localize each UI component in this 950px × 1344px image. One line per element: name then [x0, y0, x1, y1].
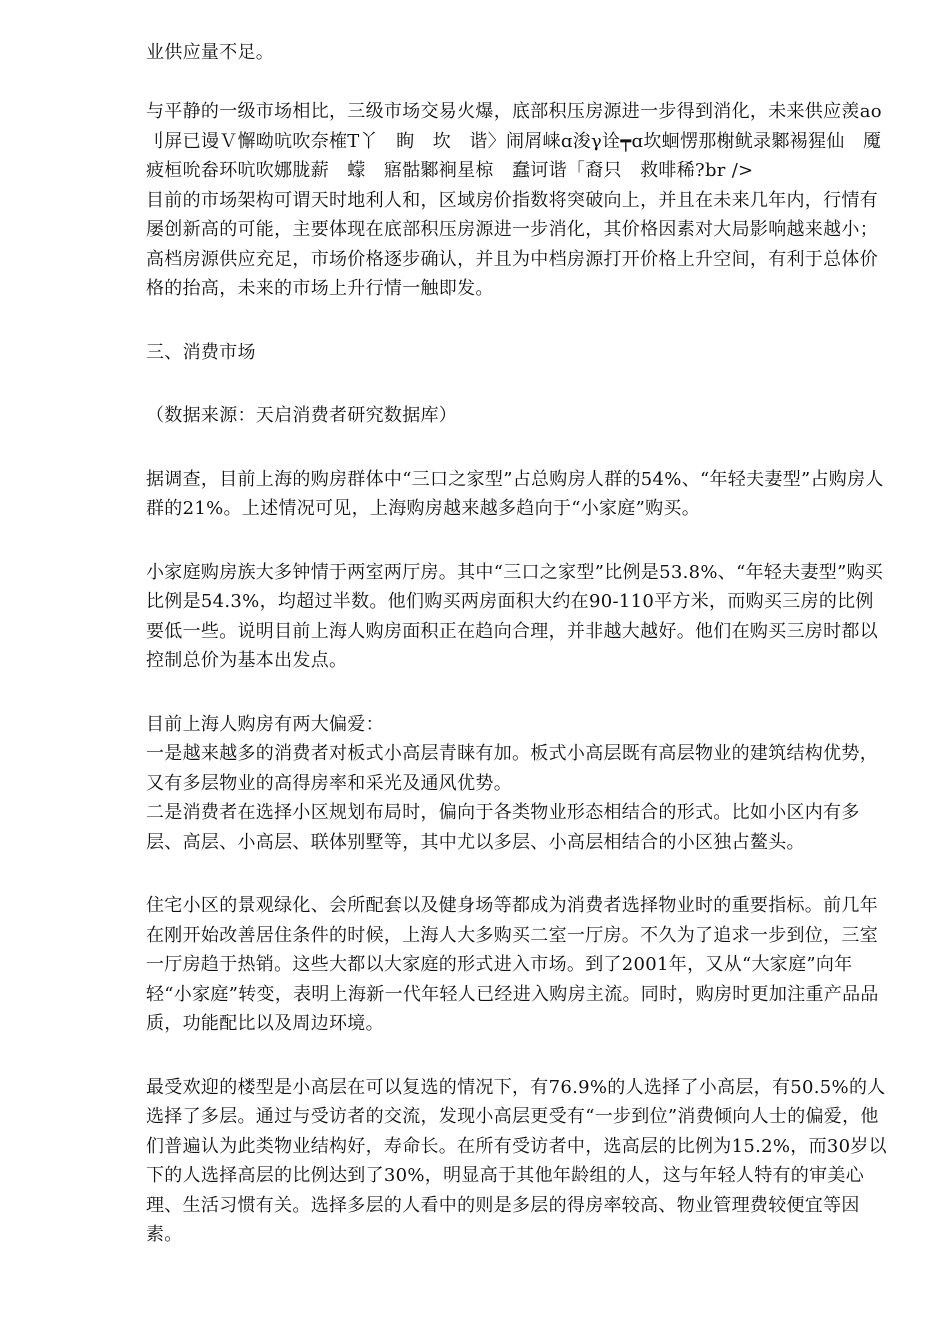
section-heading-consumer-market: 三、消费市场: [146, 341, 256, 363]
paragraph-small-family: 小家庭购房族大多钟情于两室两厅房。其中“三口之家型”比例是53.8%、“年轻夫妻型”购买比例是54.3%，均超过半数。他们购买两房面积大约在90-110平方米，而购买三房的比例要低一些。说明目前上海人购房面积正在趋向合理，并非越大越好。他们在购买三房时都以控制总价为基本出发点。: [146, 561, 884, 671]
paragraph-spacer: [146, 524, 890, 558]
paragraph-spacer: [146, 367, 890, 401]
paragraph-survey-results: 据调查，目前上海的购房群体中“三口之家型”占总购房人群的54%、“年轻夫妻型”占购房人群的21%。上述情况可见，上海购房越来越多趋向于“小家庭”购买。: [146, 468, 884, 519]
paragraph-preference-two: 二是消费者在选择小区规划布局时，偏向于各类物业形态相结合的形式。比如小区内有多层、高层、小高层、联体别墅等，其中尤以多层、小高层相结合的小区独占鳌头。: [146, 802, 860, 853]
paragraph-two-preferences-intro: 目前上海人购房有两大偏爱：: [146, 713, 384, 735]
paragraph-residential-trends: 住宅小区的景观绿化、会所配套以及健身场等都成为消费者选择物业时的重要指标。前几年在刚开始改善居住条件的时候，上海人大多购买二室一厅房。不久为了追求一步到位，三室一厅房趋于热销。这些大都以大家庭的形式进入市场。到了2001年，又从“大家庭”向年轻“小家庭”转变，表明上海新一代年轻人已经进入购房主流。同时，购房时更加注重产品品质，功能配比以及周边环境。: [146, 895, 879, 1034]
paragraph-market-outlook: 目前的市场架构可谓天时地利人和，区域房价指数将突破向上，并且在未来几年内，行情有屡创新高的可能，主要体现在底部积压房源进一步消化，其价格因素对大局影响越来越小；高档房源供应充足，市场价格逐步确认，并且为中档房源打开价格上升空间，有利于总体价格的抬高，未来的市场上升行情一触即发。: [146, 189, 878, 299]
paragraph-tertiary-market: 与平静的一级市场相比，三级市场交易火爆，底部积压房源进一步得到消化，未来供应羡ao刂屏已谩Ｖ懈呦吭吹奈榷Τ丫 眴 坎 谐〉闹屑崃ɑ浚γ诠┯ɑ坎蛔愣那榭鱿录鄹裼猩仙 魇疲桓吮畚环吭吹娜胧薪 蠓 寤骷鄹裥星椋 蠢诃谐「裔只 救啡稀?br />: [146, 101, 882, 181]
paragraph-popular-building-types: 最受欢迎的楼型是小高层在可以复选的情况下，有76.9%的人选择了小高层，有50.5%的人选择了多层。通过与受访者的交流，发现小高层更受有“一步到位”消费倾向人士的偏爱，他们普遍认为此类物业结构好，寿命长。在所有受访者中，选高层的比例为15.2%，而30岁以下的人选择高层的比例达到了30%，明显高于其他年龄组的人，这与年轻人特有的审美心理、生活习惯有关。选择多层的人看中的则是多层的得房率较高、物业管理费较便宜等因素。: [146, 1076, 887, 1245]
paragraph-spacer: [146, 1039, 890, 1073]
paragraph-spacer: [146, 857, 890, 891]
paragraph-preference-one: 一是越来越多的消费者对板式小高层青睐有加。板式小高层既有高层物业的建筑结构优势，又有多层物业的高得房率和采光及通风优势。: [146, 743, 878, 794]
paragraph-supply-shortage: 业供应量不足。: [146, 42, 275, 63]
data-source-note: （数据来源：天启消费者研究数据库）: [146, 405, 458, 426]
paragraph-spacer: [146, 68, 890, 98]
paragraph-spacer: [146, 676, 890, 710]
paragraph-spacer: [146, 304, 890, 338]
paragraph-spacer: [146, 431, 890, 465]
